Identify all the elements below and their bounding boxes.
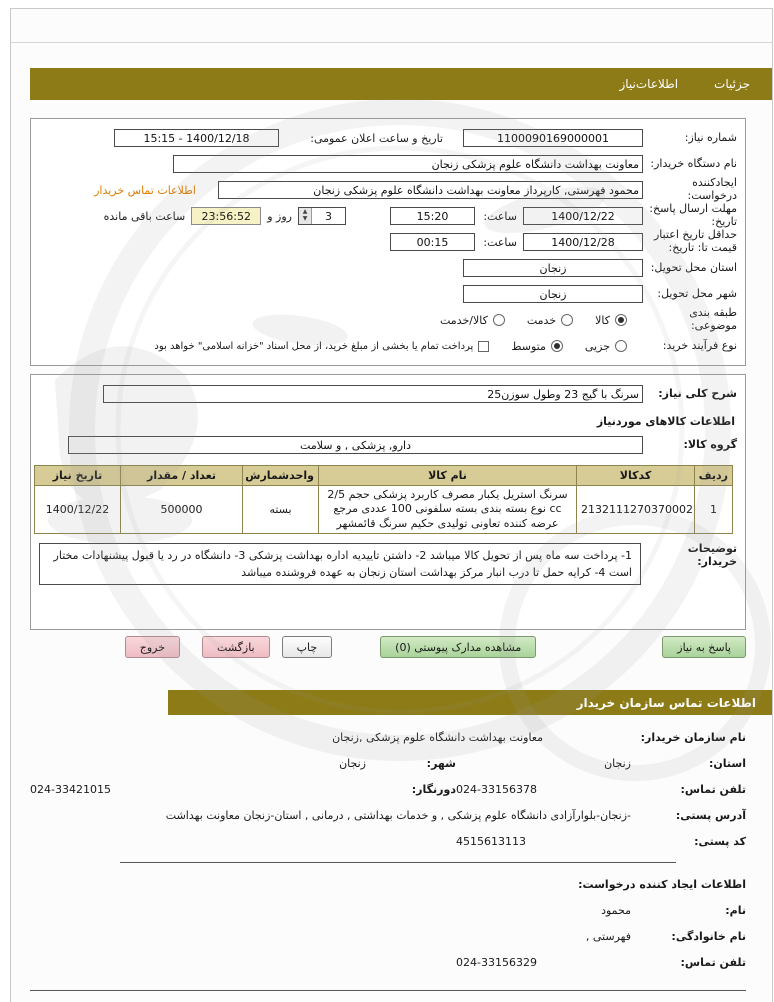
creator-input[interactable] — [218, 181, 643, 199]
tab-bar — [30, 68, 772, 100]
process-type-label: نوع فرآیند خرید: — [662, 338, 737, 352]
buyer-org-label: نام دستگاه خریدار: — [650, 156, 737, 170]
tab-need-info[interactable]: اطلاعات‌نیاز — [619, 77, 679, 91]
treasury-option[interactable] — [154, 341, 489, 352]
cell-index: 1 — [695, 486, 733, 534]
buyer-notes-row — [39, 543, 737, 585]
col-header-code: کدکالا — [577, 466, 695, 486]
cell-need-date: 1400/12/22 — [35, 486, 121, 534]
goods-group-input[interactable] — [68, 436, 643, 454]
last-name-row — [30, 923, 746, 949]
validity-hour-label: ساعت: — [483, 235, 517, 249]
request-creator-heading-row — [30, 871, 746, 897]
creator-label-line2: درخواست: — [687, 189, 737, 202]
service-radio-label: خدمت — [526, 313, 557, 327]
deadline-date-input[interactable] — [523, 207, 643, 225]
validity-label-line1: حداقل تاریخ اعتبار — [653, 228, 737, 242]
minor-radio-label: جزیی — [584, 339, 610, 353]
contact-province-value: زنجان — [604, 756, 631, 770]
phone-fax-row — [30, 776, 746, 802]
last-name-label: نام خانوادگی: — [671, 929, 746, 943]
cell-quantity: 500000 — [121, 486, 243, 534]
buyer-notes-label: توضیحات خریدار: — [687, 541, 737, 568]
validity-time-input[interactable] — [390, 233, 475, 251]
contact-fax-label: دورنگار: — [411, 782, 456, 796]
cell-unit: بسته — [243, 486, 319, 534]
buyer-notes-box: 1- پرداخت سه ماه پس از تحویل کالا میباشد 2- داشتن تاییدیه اداره بهداشت پزشکی 3- دانشگاه در رد یا قبول پیشنهادات مختار است 4- کرایه حمل تا درب انبار مرکز بهداشت استان زنجان به عهده فروشنده میباشد — [39, 543, 641, 585]
col-header-unit: واحدشمارش — [243, 466, 319, 486]
need-summary-panel — [30, 118, 746, 366]
need-number-label: شماره نیاز: — [684, 130, 737, 144]
validity-date-input[interactable] — [523, 233, 643, 251]
validity-label-line2: قیمت تا: تاریخ: — [668, 241, 737, 254]
days-value: 3 — [325, 209, 332, 223]
buyer-org-input[interactable] — [173, 155, 643, 173]
goods-radio-label: کالا — [595, 313, 610, 327]
validity-label — [649, 229, 737, 254]
postal-code-label: کد پستی: — [694, 834, 746, 848]
first-name-value: محمود — [601, 903, 631, 917]
action-button-row — [125, 636, 746, 658]
view-attachments-button[interactable]: مشاهده مدارک پیوستی (0) — [380, 636, 536, 658]
deadline-label-line1: مهلت ارسال پاسخ: — [649, 202, 737, 216]
countdown-label: ساعت باقی مانده — [103, 209, 186, 223]
first-name-label: نام: — [725, 903, 746, 917]
description-label: شرح کلی نیاز: — [658, 386, 737, 400]
treasury-checkbox[interactable] — [478, 341, 489, 352]
description-row — [39, 381, 737, 407]
province-city-row — [30, 750, 746, 776]
creator-label-line1: ایجادکننده — [692, 176, 737, 190]
buyer-contact-title: اطلاعات تماس سازمان خریدار — [576, 695, 756, 710]
category-row — [39, 307, 737, 333]
contact-fax-value: 024-33421015 — [30, 782, 111, 796]
need-number-input[interactable] — [463, 129, 643, 147]
postal-code-row — [30, 828, 746, 854]
exit-button[interactable]: خروج — [125, 636, 180, 658]
category-option-goods[interactable] — [595, 314, 627, 327]
delivery-province-row — [39, 255, 737, 281]
delivery-province-label: استان محل تحویل: — [650, 260, 737, 274]
process-option-medium[interactable] — [511, 340, 563, 353]
delivery-city-row — [39, 281, 737, 307]
contact-divider — [120, 862, 676, 863]
cell-name: سرنگ استریل یکبار مصرف کاربرد پزشکی حجم 2/5 cc نوع بسته بندی بسته سلفونی 100 عددی مرجع عرضه کننده تعاونی تولیدی حکیم سرنگ قائمشهر — [319, 486, 577, 534]
request-creator-heading: اطلاعات ایجاد کننده درخواست: — [578, 877, 746, 891]
org-name-value: معاونت بهداشت دانشگاه علوم پزشکی ,زنجان — [332, 730, 543, 744]
contact-address-value: -زنجان-بلوارآزادی دانشگاه علوم پزشکی , و خدمات بهداشتی , درمانی , استان-زنجان معاونت بهداشت — [165, 808, 631, 822]
goods-table-header-row — [35, 466, 733, 486]
goods-group-label: گروه کالا: — [683, 437, 737, 451]
minor-radio[interactable] — [615, 340, 627, 352]
col-header-index: ردیف — [695, 466, 733, 486]
goods-service-radio-label: کالا/خدمت — [440, 313, 488, 327]
medium-radio-label: متوسط — [511, 339, 546, 353]
back-button[interactable]: بازگشت — [202, 636, 270, 658]
deadline-label — [649, 203, 737, 228]
col-header-quantity: تعداد / مقدار — [121, 466, 243, 486]
process-type-row — [39, 333, 737, 359]
col-header-need-date: تاریخ نیاز — [35, 466, 121, 486]
need-number-row — [39, 125, 737, 151]
reply-to-need-button[interactable]: پاسخ به نیاز — [662, 636, 746, 658]
address-row — [30, 802, 746, 828]
creator-row — [39, 177, 737, 203]
delivery-province-input[interactable] — [463, 259, 643, 277]
first-name-row — [30, 897, 746, 923]
buyer-contact-section — [30, 724, 746, 975]
contact-city-label: شهر: — [426, 756, 456, 770]
announce-label: تاریخ و ساعت اعلان عمومی: — [310, 131, 443, 145]
goods-service-radio[interactable] — [493, 314, 505, 326]
stepper-arrows-icon[interactable]: ▲ ▼ — [299, 208, 312, 224]
bottom-divider — [30, 990, 746, 991]
process-option-minor[interactable] — [585, 340, 627, 353]
buyer-contact-link[interactable]: اطلاعات تماس خریدار — [94, 183, 196, 197]
delivery-city-label: شهر محل تحویل: — [657, 286, 737, 300]
contact-phone-value: 024-33156378 — [456, 782, 537, 796]
category-label: طبقه بندی موضوعی: — [689, 306, 737, 332]
goods-section-heading: اطلاعات کالاهای موردنیاز — [596, 415, 735, 428]
days-label: روز و — [267, 209, 292, 223]
deadline-hour-label: ساعت: — [483, 209, 517, 223]
creator-phone-value: 024-33156329 — [456, 955, 537, 969]
creator-phone-row — [30, 949, 746, 975]
creator-phone-label: تلفن تماس: — [680, 955, 746, 969]
deadline-time-input[interactable] — [390, 207, 475, 225]
delivery-city-input[interactable] — [463, 285, 643, 303]
org-name-label: نام سازمان خریدار: — [640, 730, 746, 744]
org-name-row — [30, 724, 746, 750]
category-option-goods-service[interactable] — [440, 314, 505, 327]
buyer-org-row — [39, 151, 737, 177]
category-option-service[interactable] — [527, 314, 573, 327]
validity-row — [39, 229, 737, 255]
goods-table — [34, 465, 733, 534]
announce-datetime-input[interactable] — [114, 129, 279, 147]
top-divider — [10, 42, 773, 43]
countdown-timer: 23:56:52 — [191, 207, 261, 225]
service-radio[interactable] — [561, 314, 573, 326]
need-detail-panel — [30, 374, 746, 630]
contact-province-label: استان: — [709, 756, 746, 770]
contact-phone-label: تلفن تماس: — [680, 782, 746, 796]
goods-table-row — [35, 486, 733, 534]
col-header-name: نام کالا — [319, 466, 577, 486]
description-input[interactable] — [103, 385, 643, 403]
days-stepper[interactable] — [298, 207, 346, 225]
deadline-label-line2: تاریخ: — [711, 215, 737, 228]
contact-city-value: زنجان — [339, 756, 366, 770]
deadline-row — [39, 203, 737, 229]
print-button[interactable]: چاپ — [282, 636, 333, 658]
goods-group-row — [39, 432, 737, 458]
last-name-value: فهرستی , — [585, 929, 631, 943]
goods-radio[interactable] — [615, 314, 627, 326]
tab-details[interactable]: جزئیات — [714, 77, 750, 91]
postal-code-value: 4515613113 — [456, 834, 526, 848]
buyer-contact-header — [168, 690, 772, 715]
medium-radio[interactable] — [551, 340, 563, 352]
contact-address-label: آدرس پستی: — [675, 808, 746, 822]
cell-code: 2132111270370002 — [577, 486, 695, 534]
treasury-checkbox-label: پرداخت تمام یا بخشی از مبلغ خرید، از محل اسناد "خزانه اسلامی" خواهد بود — [154, 340, 474, 352]
creator-label — [649, 177, 737, 202]
